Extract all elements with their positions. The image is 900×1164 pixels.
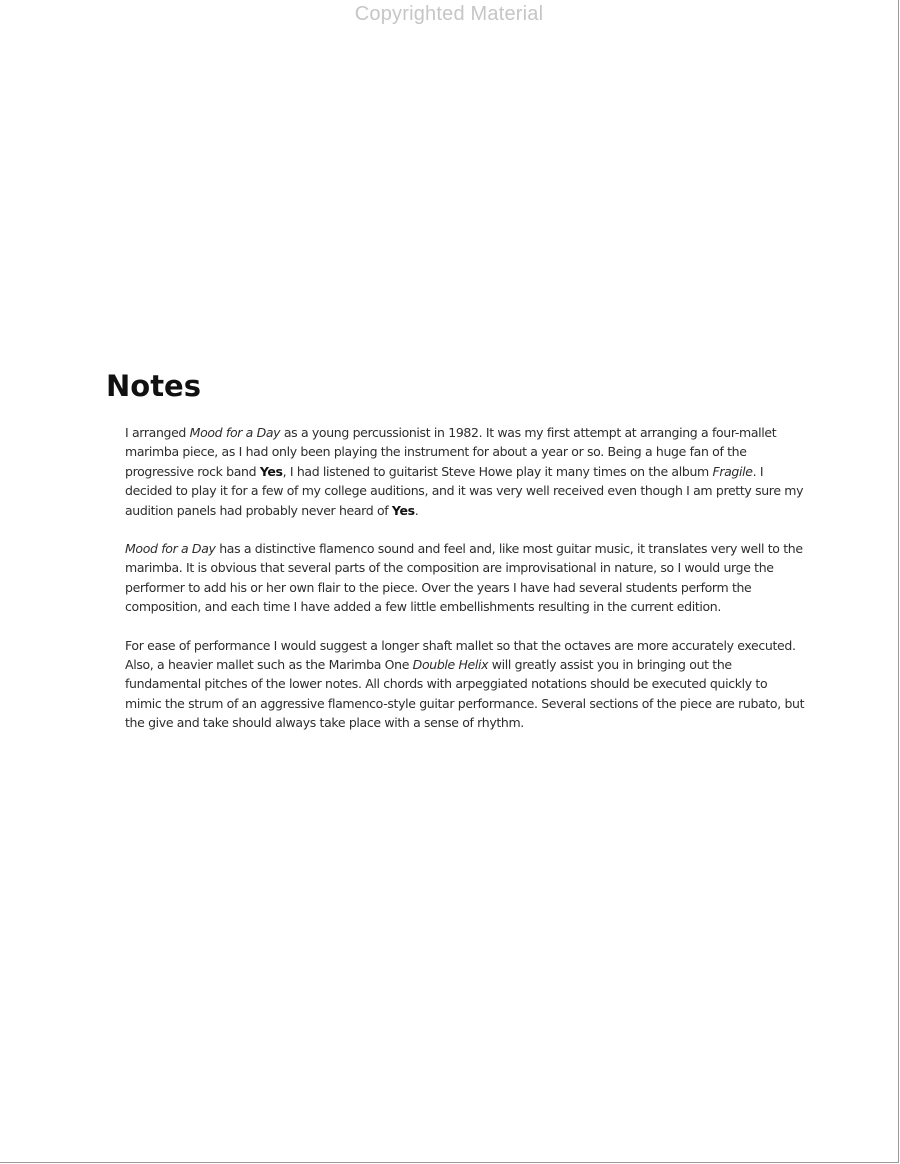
text-run: I arranged [125, 425, 190, 440]
notes-body [125, 423, 805, 752]
band-name-yes: Yes [391, 502, 415, 518]
text-run: , I had listened to guitarist Steve Howe play it many times on the album [282, 463, 713, 479]
copyright-watermark: Copyrighted Material [354, 3, 544, 25]
text-run: will greatly assist you in bringing out the fundamental pitches of the lower notes. All chords with arpeggiated notations should be executed quickly to mimic the strum of an aggressive flamenco-style guitar performance. Several sections of the piece are rubato, but the give and take should always take place with a sense of rhythm. [125, 657, 805, 731]
page-title: Notes [106, 369, 201, 403]
paragraph-3 [125, 636, 805, 733]
title-mood-for-a-day: Mood for a Day [189, 425, 281, 440]
title-mood-for-a-day: Mood for a Day [125, 541, 216, 557]
album-fragile: Fragile [712, 463, 753, 479]
band-name-yes: Yes [259, 463, 283, 479]
paragraph-2 [125, 539, 805, 617]
text-run: as a young percussionist in 1982. It was my first attempt at arranging a four-mallet marimba piece, as I had only been playing the instrument for about a year or so. Being a huge fan of the progressive rock band [125, 425, 777, 479]
text-run: . I decided to play it for a few of my college auditions, and it was very well received even though I am pretty sure my audition panels had probably never heard of [125, 463, 804, 518]
paragraph-1 [125, 423, 805, 520]
text-run: For ease of performance I would suggest a longer shaft mallet so that the octaves are more accurately executed. Also, a heavier mallet such as the Marimba One [125, 637, 796, 673]
mallet-double-helix: Double Helix [412, 657, 489, 673]
text-run: . [414, 502, 419, 518]
text-run: has a distinctive flamenco sound and feel and, like most guitar music, it translates very well to the marimba. It is obvious that several parts of the composition are improvisational in nature, so I would urge the performer to add his or her own flair to the piece. Over the years I have had several students perform the composition, and each time I have added a few little embellishments resulting in the current edition. [125, 541, 803, 615]
